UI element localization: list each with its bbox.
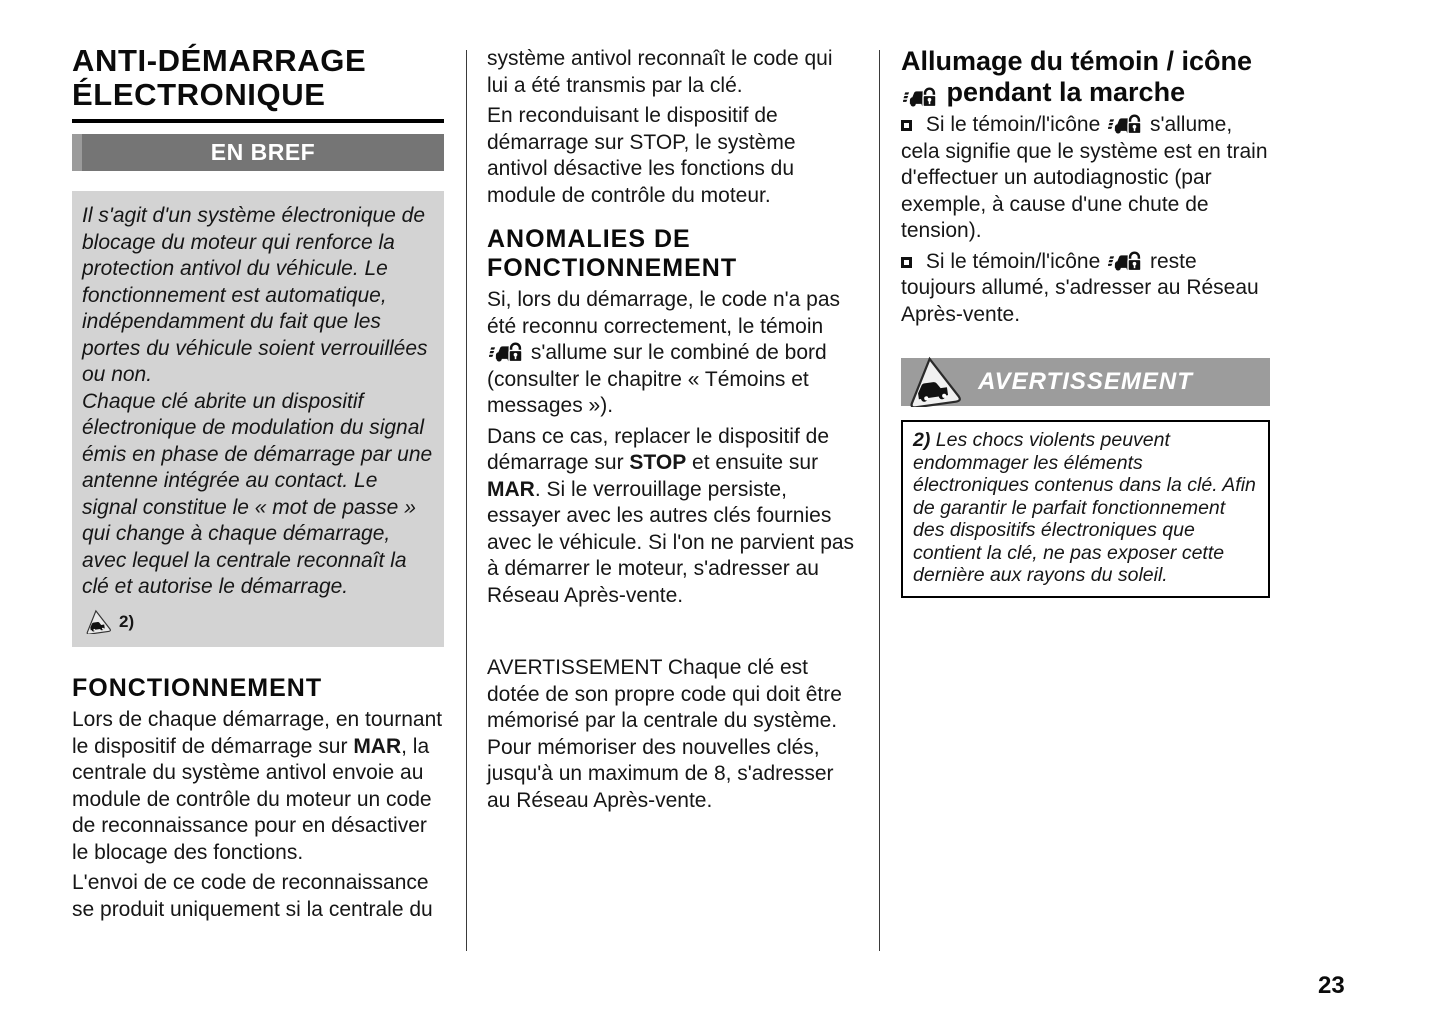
bullet-item-2: Si le témoin/l'icône reste toujours allumé, s'adresser au Réseau Après-vente. (901, 249, 1259, 326)
column-left (72, 44, 444, 923)
column-divider-2 (879, 50, 880, 951)
column-right (901, 46, 1270, 598)
summary-box (72, 191, 444, 647)
section-heading-anomalies: ANOMALIES DE FONCTIONNEMENT (487, 225, 738, 282)
warning-triangle-car-icon (905, 355, 961, 407)
page-title-line1: ANTI-DÉMARRAGE (72, 43, 367, 78)
summary-paragraph-2: Chaque clé abrite un dispositif électronique de modulation du signal émis en phase de démarrage par une antenne intégrée au contact. Le signal constitue le « mot de passe » qui change à chaque démarrage, avec lequel la centrale reconnaît la clé et autorise le démarrage. (82, 389, 433, 598)
car-immobilizer-icon (903, 85, 937, 108)
car-immobilizer-icon (489, 340, 523, 363)
warning-note-box: 2) Les chocs violents peuvent endommager les éléments électroniques contenus dans la clé. Afin de garantir le parfait fonctionnement des dispositifs électroniques que contient la clé, ne pas exposer cette dernière aux rayons du soleil. (901, 420, 1270, 598)
fonctionnement-paragraph-2: L'envoi de ce code de reconnaissance se produit uniquement si la centrale du (72, 871, 433, 921)
anomalies-paragraph-1: Si, lors du démarrage, le code n'a pas été reconnu correctement, le témoin s'allume sur le combiné de bord (consulter le chapitre « Témoins et messages »). (487, 288, 841, 417)
avertissement-banner-label: AVERTISSEMENT (978, 368, 1193, 395)
square-bullet-icon (901, 120, 912, 131)
body-paragraph-2: En reconduisant le dispositif de démarrage sur STOP, le système antivol désactive les fonctions du module de contrôle du moteur. (487, 104, 796, 207)
square-bullet-icon (901, 257, 912, 268)
page-title (72, 44, 444, 123)
body-paragraph-1: système antivol reconnaît le code qui lui a été transmis par la clé. (487, 47, 833, 97)
car-immobilizer-icon (1108, 249, 1142, 272)
avertissement-banner (901, 358, 1270, 406)
warning-triangle-car-icon (84, 609, 111, 634)
avertissement-note-paragraph: AVERTISSEMENT Chaque clé est dotée de son propre code qui doit être mémorisé par la centrale du système. Pour mémoriser des nouvelles clés, jusqu'à un maximum de 8, s'adresser au Réseau Après-vente. (487, 656, 842, 812)
column-divider-1 (466, 50, 467, 951)
bullet-item-1: Si le témoin/l'icône s'allume, cela signifie que le système est en train d'effectuer un autodiagnostic (par exemple, à cause d'une chute de tension). (901, 113, 1268, 242)
section-heading-fonctionnement: FONCTIONNEMENT (72, 674, 323, 702)
car-immobilizer-icon (1108, 112, 1142, 135)
section-heading-allumage: Allumage du témoin / icône pendant la marche (901, 46, 1253, 107)
column-middle (487, 46, 857, 814)
anomalies-paragraph-2: Dans ce cas, replacer le dispositif de démarrage sur STOP et ensuite sur MAR. Si le verrouillage persiste, essayer avec les autres clés fournies avec le véhicule. Si l'on ne parvient pas à démarrer le moteur, s'adresser au Réseau Après-vente. (487, 424, 855, 607)
note-reference: 2) (82, 609, 436, 636)
en-bref-banner: EN BREF (72, 134, 444, 171)
fonctionnement-paragraph-1: Lors de chaque démarrage, en tournant le dispositif de démarrage sur MAR, la centrale du système antivol envoie au module de contrôle du moteur un code de reconnaissance pour en désactiver le blocage des fonctions. (72, 708, 443, 864)
page-title-line2: ÉLECTRONIQUE (72, 77, 326, 112)
summary-paragraph-1: Il s'agit d'un système électronique de blocage du moteur qui renforce la protection antivol du véhicule. Le fonctionnement est automatique, indépendamment du fait que les portes du véhicule soient verrouillées ou non. (82, 204, 428, 386)
page-number: 23 (1318, 972, 1345, 999)
